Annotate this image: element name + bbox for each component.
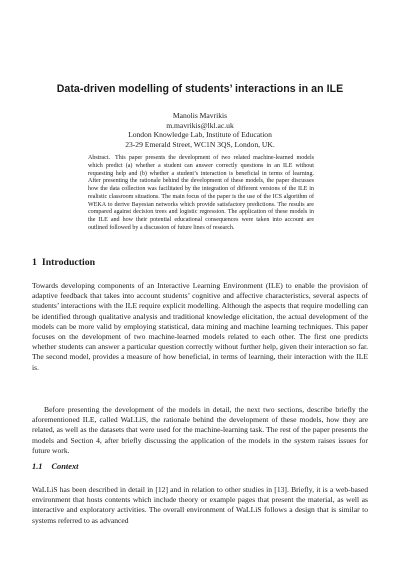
intro-paragraph-1: Towards developing components of an Interactive Learning Environment (ILE) to enable the provision of adaptive feedback that takes into account students’ cognitive and affective characteristics, several aspects of students’ interactions with the ILE require explicit modelling. Although the aspects that require modelling can be identified through qualitative analysis and traditional knowledge elicitation, the actual development of the models can be more valid by employing statistical, data mining and machine learning techniques. This paper focuses on the development of two machine-learned models related to each other. The first one predicts whether students can answer a particular question correctly without further help, given their interaction so far. The second model, provides a measure of how beneficial, in terms of learning, their interaction with the ILE is. xyxy=(32,281,368,372)
subsection-number: 1.1 xyxy=(32,462,43,471)
subsection-title: Context xyxy=(51,462,79,471)
author-address: 23-29 Emerald Street, WC1N 3QS, London, UK. xyxy=(125,139,275,149)
abstract xyxy=(88,155,314,233)
context-paragraph: WaLLiS has been described in detail in [12] and in relation to other studies in [13]. Briefly, it is a web-based environment that hosts contents which include theory or example pages that present the material, as well as interactive and exploratory activities. The overall environment of WaLLiS follows a design that is similar to systems referred to as advanced xyxy=(32,485,368,525)
section-number: 1 xyxy=(32,257,37,268)
intro-paragraph-2: Before presenting the development of the models in detail, the next two sections, describe briefly the aforementioned ILE, called WaLLiS, the rationale behind the development of these models, how they are related, as well as the datasets that were used for the machine-learning task. The rest of the paper presents the models and Section 4, after briefly discussing the application of the models in the system raises issues for future work. xyxy=(32,405,368,455)
author-block xyxy=(60,111,340,149)
author-email: m.mavrikis@lkl.ac.uk xyxy=(166,120,234,130)
subsection-heading-context xyxy=(32,462,78,471)
author-name: Manolis Mavrikis xyxy=(172,111,228,120)
abstract-text: This paper presents the development of two related machine-learned models which predict (a) whether a student can answer correctly questions in an ILE without requesting help and (b) whether a student’s interaction is beneficial in terms of learning. After presenting the rationale behind the development of these models, the paper discusses how the data collection was facilitated by the integration of different versions of the ILE in realistic classroom situations. The main focus of the paper is the use of the ICS algorithm of WEKA to derive Bayesian networks which provide satisfactory predictions. The results are compared against decision trees and logistic regression. The application of these models in the ILE and how their potential educational consequences were taken into account are outlined followed by a discussion of future lines of research. xyxy=(88,155,315,231)
section-heading-introduction xyxy=(32,257,95,268)
author-affiliation: London Knowledge Lab, Institute of Education xyxy=(128,130,272,140)
paper-title: Data-driven modelling of students’ interactions in an ILE xyxy=(56,83,344,95)
abstract-label: Abstract. xyxy=(88,155,110,161)
section-title: Introduction xyxy=(41,257,96,268)
